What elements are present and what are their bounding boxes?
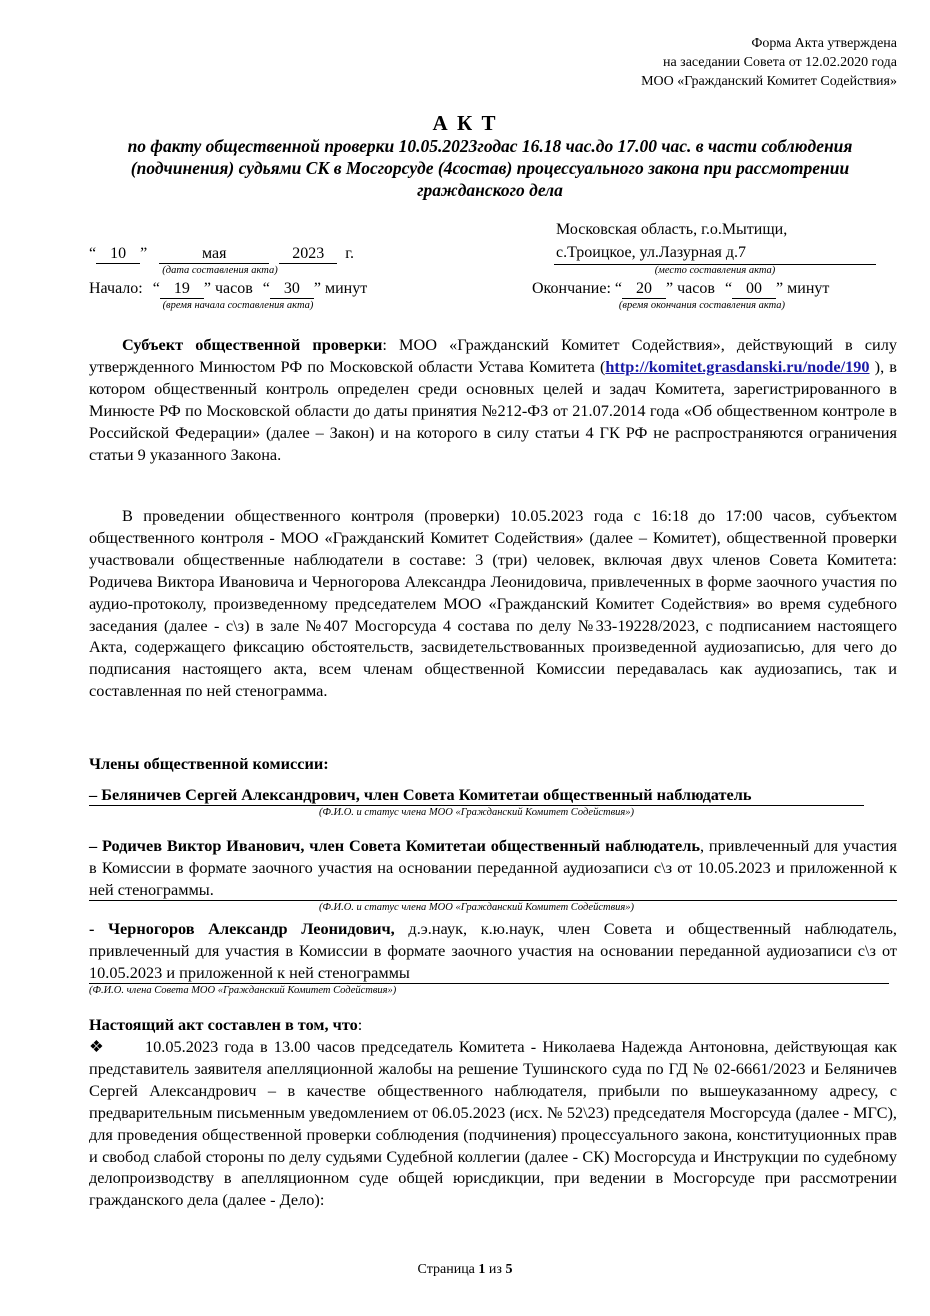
end-time-row: Окончание: “ 20 ” часов “ 00 ” минут: [532, 280, 830, 297]
control-paragraph: В проведении общественного контроля (проверки) 10.05.2023 года с 16:18 до 17:00 часов, субъектом общественного контроля - МОО «Гражданский Комитет Содействия» (далее – Комитет), общественной проверки участвовали общественные наблюдатели в составе: 3 (три) человек, включая двух членов Совета Комитета: Родичева Виктора Ивановича и Черногорова Александра Леонидовича, привлеченных в форме заочного участия по аудио-протоколу, произведенному председателем МОО «Гражданский Комитет Содействия» во время судебного заседания (далее - с\з) в зале №407 Мосгорсуда 4 состава по делу №33-19228/2023, с подписанием настоящего Акта, содержащего фиксацию обстоятельств, засвидетельствованных произведенной аудиозаписью, для чего до подписания настоящего акта, всем членам общественной Комиссии передавалась как аудиозапись, так и составленная по ней стенограмма.: [89, 506, 897, 701]
place-line-2: с.Троицкое, ул.Лазурная д.7: [556, 244, 747, 261]
start-time-row: Начало: “ 19 ” часов “ 30 ” минут: [89, 280, 368, 297]
footer-prefix: Страница: [417, 1262, 475, 1277]
member-2-underline: [89, 900, 897, 901]
end-hours: 20: [622, 280, 666, 299]
members-heading: Члены общественной комиссии:: [89, 754, 329, 773]
page-footer: [0, 1262, 930, 1278]
start-hours-label: часов: [214, 280, 253, 297]
date-year-suffix: г.: [345, 245, 354, 262]
document-title: А К Т: [432, 111, 498, 135]
diamond-bullet-icon: ❖: [89, 1037, 104, 1056]
member-1-caption: (Ф.И.О. и статус члена МОО «Гражданский Комитет Содействия»): [318, 807, 635, 818]
form-note-line-3: МОО «Гражданский Комитет Содействия»: [641, 74, 897, 89]
start-minutes-label: минут: [324, 280, 368, 297]
act-paragraph: [89, 1036, 897, 1211]
footer-total-pages: 5: [505, 1262, 513, 1277]
place-line-1: Московская область, г.о.Мытищи,: [556, 221, 788, 238]
member-3-underline: [89, 983, 889, 984]
subject-paragraph: [89, 334, 897, 465]
end-hours-label: часов: [677, 280, 715, 297]
date-month: мая: [159, 245, 269, 264]
end-caption: (время окончания составления акта): [618, 300, 786, 311]
start-caption: (время начала составления акта): [162, 300, 314, 311]
member-3: [89, 918, 897, 984]
form-approval-note: [641, 34, 897, 91]
member-2-text: , привлеченный для участия в Комиссии в формате заочного участия на основании переданной аудиозаписи с\з от 10.05.2023 и приложенной к ней стенограммы.: [89, 836, 897, 899]
date-caption: (дата составления акта): [162, 265, 278, 276]
date-row: [89, 245, 354, 264]
act-heading: [89, 1014, 897, 1036]
member-1-underline: [89, 805, 864, 806]
member-3-name: - Черногоров Александр Леонидович,: [89, 919, 395, 938]
start-hours: 19: [160, 280, 204, 299]
start-minutes: 30: [270, 280, 314, 299]
member-2: [89, 835, 897, 901]
start-label: Начало:: [89, 280, 143, 297]
subject-text-a: : МОО «Гражданский Комитет Содействия», действующий в силу утвержденного Минюстом РФ по Московской области Устава Комитета (: [89, 335, 897, 376]
subject-label: Субъект общественной проверки: [122, 335, 383, 354]
date-year: 2023: [279, 245, 337, 264]
date-open-quote: “: [89, 245, 97, 262]
komitet-link[interactable]: http://komitet.grasdanski.ru/node/190: [605, 356, 870, 376]
member-2-name: – Родичев Виктор Иванович, член Совета Комитетаи общественный наблюдатель: [89, 836, 700, 855]
end-label: Окончание:: [532, 280, 611, 297]
member-1: – Беляничев Сергей Александрович, член Совета Комитетаи общественный наблюдатель: [89, 785, 752, 804]
act-paragraph-text: 10.05.2023 года в 13.00 часов председатель Комитета - Николаева Надежда Антоновна, действующая как представитель заявителя апелляционной жалобы на решение Тушинского суда по ГД № 02-6661/2023 и Беляничев Сергей Александрович – в качестве общественного наблюдателя, прибыли по вышеуказанному адресу, с предварительным письменным уведомлением от 06.05.2023 (исх. № 52\23) председателя Мосгорсуда (далее - МГС), для проведения общественной проверки соблюдения (подчинения) процессуального закона, конституционных прав и свобод слабой стороны по делу судьями Судебной коллегии (далее - СК) Мосгорсуда и Инструкции по судебному делопроизводству в апелляционном суде общей юрисдикции, при ведении в Мосгорсуде при рассмотрении гражданского дела (далее - Дело):: [89, 1037, 897, 1210]
subject-text-b: ), в котором общественный контроль определен среди основных целей и задач Комитета, зарегистрированного в Минюсте РФ по Московской области до даты принятия №212-ФЗ от 21.07.2014 года «Об общественном контроле в Российской Федерации» (далее – Закон) и на которого в силу статьи 4 ГК РФ не распространяются ограничения статьи 9 указанного Закона.: [89, 356, 897, 464]
end-minutes: 00: [732, 280, 776, 299]
end-minutes-label: минут: [787, 280, 830, 297]
act-heading-colon: :: [357, 1015, 363, 1034]
date-close-quote: ”: [140, 245, 148, 262]
act-heading-text: Настоящий акт составлен в том, что: [89, 1015, 358, 1034]
member-2-caption: (Ф.И.О. и статус члена МОО «Гражданский Комитет Содействия»): [318, 902, 635, 913]
place-caption: (место составления акта): [654, 265, 776, 276]
date-day: 10: [96, 245, 140, 264]
form-note-line-1: Форма Акта утверждена: [751, 36, 897, 51]
footer-of: из: [488, 1262, 502, 1277]
member-3-caption: (Ф.И.О. члена Совета МОО «Гражданский Комитет Содействия»): [89, 985, 397, 996]
form-note-line-2: на заседании Совета от 12.02.2020 года: [662, 55, 897, 70]
member-3-text: д.э.наук, к.ю.наук, член Совета и общественный наблюдатель, привлеченный для участия в Комиссии в формате заочного участия на основании переданной аудиозаписи с\з от 10.05.2023 и приложенной к ней стенограммы: [89, 919, 897, 982]
footer-current-page: 1: [478, 1262, 486, 1277]
document-subtitle: по факту общественной проверки 10.05.2023годас 16.18 час.до 17.00 час. в части соблюдения (подчинения) судьями СК в Мосгорсуде (4состав) процессуального закона при рассмотрении гражданского дела: [127, 136, 853, 200]
